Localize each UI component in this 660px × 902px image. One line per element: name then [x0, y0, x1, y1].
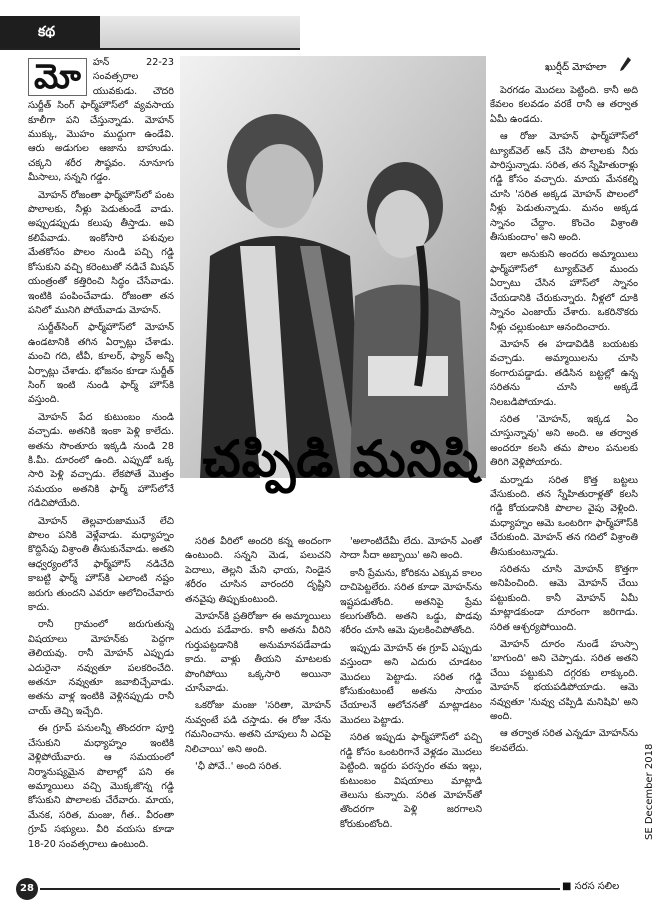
- paragraph: మోహన్ పేద కుటుంబం నుండి వచ్చాడు. అతనికి ఇంకా పెళ్లి కాలేదు. అతను సొంతూరు ఇక్కడి నుండి 28 కి.మీ. దూరంలో ఉంది. ఎప్పుడో ఒక్క సారి పెళ్లి వచ్చాడు. లేకపోతే మొత్తం సమయం అతనికి ఫార్మ్ హౌస్‌లోనే గడిచిపోయేది.: [28, 411, 174, 510]
- issue-date: SE December 2018: [644, 743, 655, 840]
- paragraph: సరిత వీరిలో అందరి కన్న అందంగా ఉంటుంది. సన్నని మెడ, పలుచని పెదాలు, తెల్లని మేని ఛాయ, నిండైన శరీరం చూసిన వారందరి దృష్టిని తనవైపు తిప్పుకుంటుంది.: [185, 536, 331, 605]
- issue-date-vertical: [640, 600, 660, 840]
- paragraph: 'ఛీ పోవే..' అంది సరిత.: [195, 761, 282, 773]
- column-3: [340, 535, 482, 871]
- paragraph: సరిత ఇప్పుడు ఫార్మ్‌హౌస్‌లో పచ్చి గడ్డి కోసం ఒంటరిగానే వెళ్లడం మొదలు పెట్టింది. ఇద్దరు పరస్పరం తమ ఇల్లు, కుటుంబం విషయాలు మాట్లాడి తెలుసు కున్నారు. సరిత మోహన్‌తో తొందరగా పెళ్లి జరగాలని కోరుకుంటోంది.: [340, 732, 482, 830]
- column-2: [185, 535, 331, 871]
- couple-illustration: [180, 56, 486, 478]
- paragraph: ఒకరోజు మంజు 'సరితా, మోహన్ నువ్వంటే పడి చస్తాడు. ఈ రోజు నేను గమనించాను. అతని చూపులు నీ ఎదపై నిలిచాయి' అని అంది.: [185, 700, 331, 755]
- paragraph: సుర్జీత్‌సింగ్ ఫార్మ్‌హౌస్‌లో మోహన్ ఉండటానికి తగిన ఏర్పాట్లు చేశాడు. మంచి గది, టీవీ, కూలర్, ఫ్యాన్ అన్నీ ఏర్పాట్లు చేశాడు. భోజనం కూడా సుర్జీత్ సింగ్ ఇంటి నుండి ఫార్మ్ హౌస్‌కి వస్తుంది.: [28, 322, 174, 406]
- paragraph: మోహన్ తెల్లవారుజామునే లేచి పొలం పనికి వెళ్లేవాడు. మధ్యాహ్నం కొద్దిసేపు విశ్రాంతి తీసుకునేవాడు. అతని ఆధ్వర్యంలోనే ఫార్మ్‌హౌస్ నడిచేది కాబట్టి ఫార్మ్ హౌస్‌కి ఎలాంటి నష్టం జరుగు తుందని ఎవరూ ఆలోచించేవారు కాదు.: [28, 515, 174, 614]
- magazine-name: ■ సరస సలిల: [562, 881, 620, 892]
- header: [0, 0, 660, 48]
- paragraph: పెరగడం మొదలు పెట్టింది. కానీ అది కేవలం కలవడం వరకే రానీ ఆ తర్వాత ఏమీ ఉండదు.: [490, 85, 638, 125]
- paragraph: మర్నాడు సరిత కొత్త బట్టలు వేసుకుంది. తన స్నేహితురాళ్లతో కలసి గడ్డి కోయడానికి పొలాల వైపు వెళ్లింది. మధ్యాహ్నం ఆమె ఒంటరిగా ఫార్మ్‌హౌస్‌కి చేరుకుంది. మోహన్ తన గదిలో విశ్రాంతి తీసుకుంటున్నాడు.: [490, 474, 638, 558]
- column-4: [490, 84, 638, 871]
- lead-text: హన్ 22-23 సంవత్సరాల యువకుడు. చౌదరి సుర్జీత్ సింగ్ ఫార్మ్‌హౌస్‌లో వ్యవసాయ కూలీగా పని చేస్తున్నాడు. మోహన్ ముక్కు, మొహం ముద్దుగా ఉండేవి. ఆరు అడుగుల ఆజాను బాహుడు. చక్కని శరీర సౌష్ఠవం. నూనూగు మీసాలు, సన్నని గడ్డం.: [28, 57, 174, 184]
- page-number: 28: [16, 878, 38, 900]
- footer-rule: [40, 888, 560, 890]
- paragraph: ఇలా అనుకుని అందరు అమ్మాయిలు ఫార్మ్‌హౌస్‌లో ట్యూబ్‌వెల్ ముందు ఏర్పాటు చేసిన హౌస్‌లో స్నానం చేయడానికి చేరుకున్నారు. నీళ్లలో దూకి స్నానం ఎంజాయ్ చేశారు. ఒకరినొకరు నీళ్లు చల్లుకుంటూ ఆనందించారు.: [490, 249, 638, 333]
- paragraph: మోహన్ రోజంతా ఫార్మ్‌హౌస్‌లో పంట పొలాలకు, నీళ్లు పెడుతుండే వాడు. అప్పుడప్పుడు కలుపు తీస్తాడు. అవి కలిపేవాడు. ఇంకోసారి పశువుల మేతకోసం పొలం నుండి పచ్చి గడ్డి కోసుకుని వచ్చి కరెంటుతో నడిచే మిషన్ యంత్రంతో కత్తిరించి సిద్ధం చేసేవాడు. ఇంటికి పంపించేవాడు. రోజంతా తన పనిలో మునిగి పోయేవాడు మోహన్.: [28, 189, 174, 316]
- paragraph: 'అలాంటిదేమీ లేదు. మోహన్ ఎంతో సాదా సీదా అబ్బాయి' అని అంది.: [340, 536, 482, 562]
- lead-paragraph: [28, 56, 174, 186]
- section-tab[interactable]: కథ: [0, 16, 100, 48]
- paragraph: సరిత 'మోహన్, ఇక్కడ ఏం చూస్తున్నావు' అని అంది. ఆ తర్వాత అందరూ కలసి తమ పొలం పనులకు తిరిగి వెళ్లిపోయారు.: [490, 413, 638, 469]
- pen-icon: [618, 56, 632, 74]
- paragraph: ఆ తర్వాత సరిత ఎన్నడూ మోహన్‌ను కలవలేదు.: [490, 728, 638, 754]
- paragraph: మోహన్‌కి ప్రతిరోజూ ఈ అమ్మాయిలు ఎదురు పడేవారు. కానీ అతను వీరిని గుర్తుపట్టడానికి అనుమానపడేవాడు కాదు. వాళ్లు తీయని మాటలకు పొంగిపోయి ఒక్కసారి అయినా చూసేవాడు.: [185, 611, 331, 695]
- paragraph: మోహన్ దూరం నుండే హుస్సా 'బాగుంది' అని చెప్పాడు. సరిత అతని చేయి పట్టుకుని దగ్గరకు లాక్కుంది. మోహన్ భయపడిపోయాడు. ఆమె నవ్వుతూ 'నువ్వు చప్పిడి మనిషివి' అని అంది.: [490, 639, 638, 723]
- paragraph: ఇప్పుడు మోహన్ ఈ గ్రూప్ ఎప్పుడు వస్తుందా అని ఎదురు చూడటం మొదలు పెట్టాడు. సరిత గడ్డి కోసుకుంటుంటే అతను సాయం చేయాలనే ఆలోచనతో మాట్లాడటం మొదలు పెట్టాడు.: [340, 642, 482, 726]
- paragraph: సరితను చూసి మోహన్ కొత్తగా అనిపించింది. ఆమె మోహన్ చేయి పట్టుకుంది. కానీ మోహన్ ఏమీ మాట్లాడకుండా దూరంగా జరిగాడు. సరిత ఆశ్చర్యపోయింది.: [490, 564, 638, 633]
- author-name: ఖుర్షీద్ మోహలా: [545, 62, 607, 73]
- illustration-photo: [180, 56, 486, 478]
- paragraph: మోహన్ ఈ హడావిడికి బయటకు వచ్చాడు. అమ్మాయిలను చూసి కంగారుపడ్డాడు. తడిసిన బట్టల్లో ఉన్న సరితను చూసి అక్కడే నిలబడిపోయాడు.: [490, 338, 638, 408]
- drop-cap: మో: [28, 58, 87, 96]
- paragraph: ఈ గ్రూప్ పనులన్నీ తొందరగా పూర్తి చేసుకుని మధ్యాహ్నం ఇంటికి వెళ్లిపోయేవారు. ఆ సమయంలో నిర్మానుష్యమైన పొలాల్లో పని ఈ అమ్మాయిలు వచ్చి మొక్కజొన్న గడ్డి కోసుకుని పొలాలకు చేరేవారు. మాయ, మేనక, సరిత, మంజు, గీత.. వీరంతా గ్రూప్ సభ్యులు. వీరి వయసు కూడా 18-20 సంవత్సరాలు ఉంటుంది.: [28, 723, 174, 850]
- paragraph: రానీ గ్రామంలో జరుగుతున్న విషయాలు మోహన్‌కు పెద్దగా తెలియవు. రానీ మోహన్ ఎప్పుడు ఎదురైనా నవ్వుతూ పలకరించేది. అతనూ నవ్వుతూ జవాబిచ్చేవాడు. అతను వాళ్ల ఇంటికి వెళ్లినప్పుడు రానీ చాయ్ తెచ్చి ఇచ్చేది.: [28, 619, 174, 717]
- paragraph: ఆ రోజు మోహన్ ఫార్మ్‌హౌస్‌లో ట్యూబ్‌వెల్ ఆన్ చేసి పొలాలకు నీరు పారిస్తున్నాడు. సరిత, తన స్నేహితురాళ్లు గడ్డి కోసం వచ్చారు. మాయ మేనకల్ని చూసి 'సరిత అక్కడ మోహన్ పొలంలో నీళ్లు పెడుతున్నాడు. మనం అక్కడ స్నానం చేద్దాం. కొంచెం విశ్రాంతి తీసుకుందాం' అని అంది.: [490, 131, 638, 244]
- story-title: చప్పిడి మనిషి: [202, 430, 480, 488]
- paragraph: కానీ ప్రేమను, కోరికను ఎక్కువ కాలం దాచిపెట్టలేరు. సరిత కూడా మోహన్‌ను ఇష్టపడుతోంది. అతనిపై ప్రేమ కలుగుతోంది. అతని ఒడ్డు, పొడవు శరీరం చూసి ఆమె పులకించిపోతోంది.: [340, 567, 482, 637]
- column-1: [28, 56, 174, 871]
